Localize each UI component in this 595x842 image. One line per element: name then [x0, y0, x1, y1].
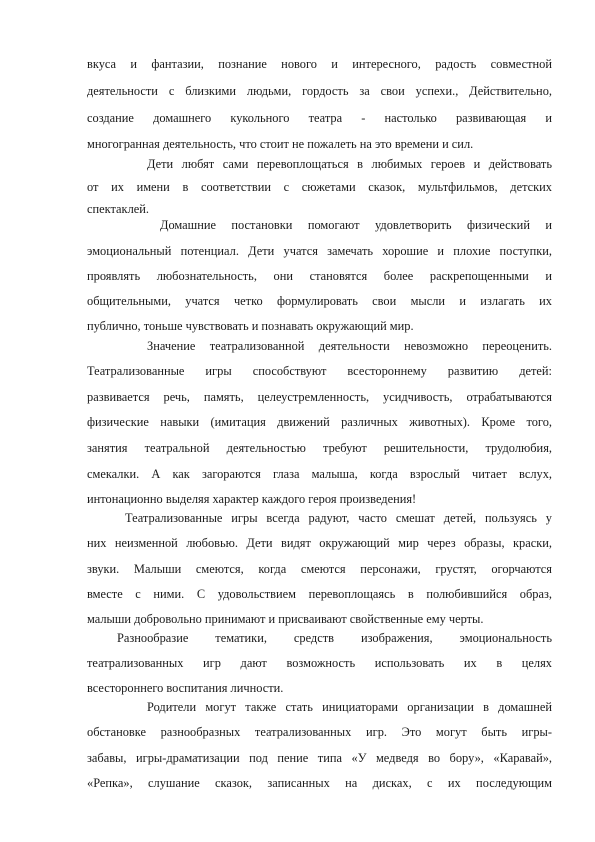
text-line: деятельности с близкими людьми, гордость за свои успехи., Действительно, — [87, 84, 552, 98]
text-line: смекалки. А как загораются глаза малыша, когда взрослый читает вслух, — [87, 467, 552, 481]
paragraph-first-line: Разнообразие тематики, средств изображения, эмоциональность — [117, 631, 552, 645]
paragraph-first-line: Театрализованные игры всегда радуют, часто смешат детей, пользуясь у — [125, 511, 552, 525]
text-line: театрализованных игр дают возможность использовать их в целях — [87, 656, 552, 670]
text-line: вкуса и фантазии, познание нового и интересного, радость совместной — [87, 57, 552, 71]
paragraph-first-line: Домашние постановки помогают удовлетворить физический и — [160, 218, 552, 232]
text-line: Театрализованные игры способствуют всестороннему развитию детей: — [87, 364, 552, 378]
text-line: развивается речь, память, целеустремленность, усидчивость, отрабатываются — [87, 390, 552, 404]
text-line: забавы, игры-драматизации под пение типа «У медведя во бору», «Каравай», — [87, 751, 552, 765]
text-line: создание домашнего кукольного театра - настолько развивающая и — [87, 111, 552, 125]
text-line: них неизменной любовью. Дети видят окружающий мир через образы, краски, — [87, 536, 552, 550]
text-line: публично, тоньше чувствовать и познавать окружающий мир. — [87, 319, 414, 333]
text-line: спектаклей. — [87, 202, 149, 216]
text-line: «Репка», слушание сказок, записанных на дисках, с их последующим — [87, 776, 552, 790]
text-line: звуки. Малыши смеются, когда смеются персонажи, грустят, огорчаются — [87, 562, 552, 576]
text-line: обстановке разнообразных театрализованных игр. Это могут быть игры- — [87, 725, 552, 739]
paragraph-first-line: Дети любят сами перевоплощаться в любимых героев и действовать — [147, 157, 552, 171]
text-line: малыши добровольно принимают и присваивают свойственные ему черты. — [87, 612, 484, 626]
text-line: проявлять любознательность, они становятся более раскрепощенными и — [87, 269, 552, 283]
paragraph-first-line: Родители могут также стать инициаторами организации в домашней — [147, 700, 552, 714]
text-line: от их имени в соответствии с сюжетами сказок, мультфильмов, детских — [87, 180, 552, 194]
text-line: многогранная деятельность, что стоит не пожалеть на это времени и сил. — [87, 137, 474, 151]
text-line: общительными, учатся четко формулировать свои мысли и излагать их — [87, 294, 552, 308]
text-line: вместе с ними. С удовольствием перевоплощаясь в полюбившийся образ, — [87, 587, 552, 601]
paragraph-first-line: Значение театрализованной деятельности невозможно переоценить. — [147, 339, 552, 353]
text-line: занятия театральной деятельностью требуют решительности, трудолюбия, — [87, 441, 552, 455]
text-line: эмоциональный потенциал. Дети учатся замечать хорошие и плохие поступки, — [87, 244, 552, 258]
text-line: физические навыки (имитация движений различных животных). Кроме того, — [87, 415, 552, 429]
text-line: всестороннего воспитания личности. — [87, 681, 284, 695]
text-line: интонационно выделяя характер каждого героя произведения! — [87, 492, 417, 506]
